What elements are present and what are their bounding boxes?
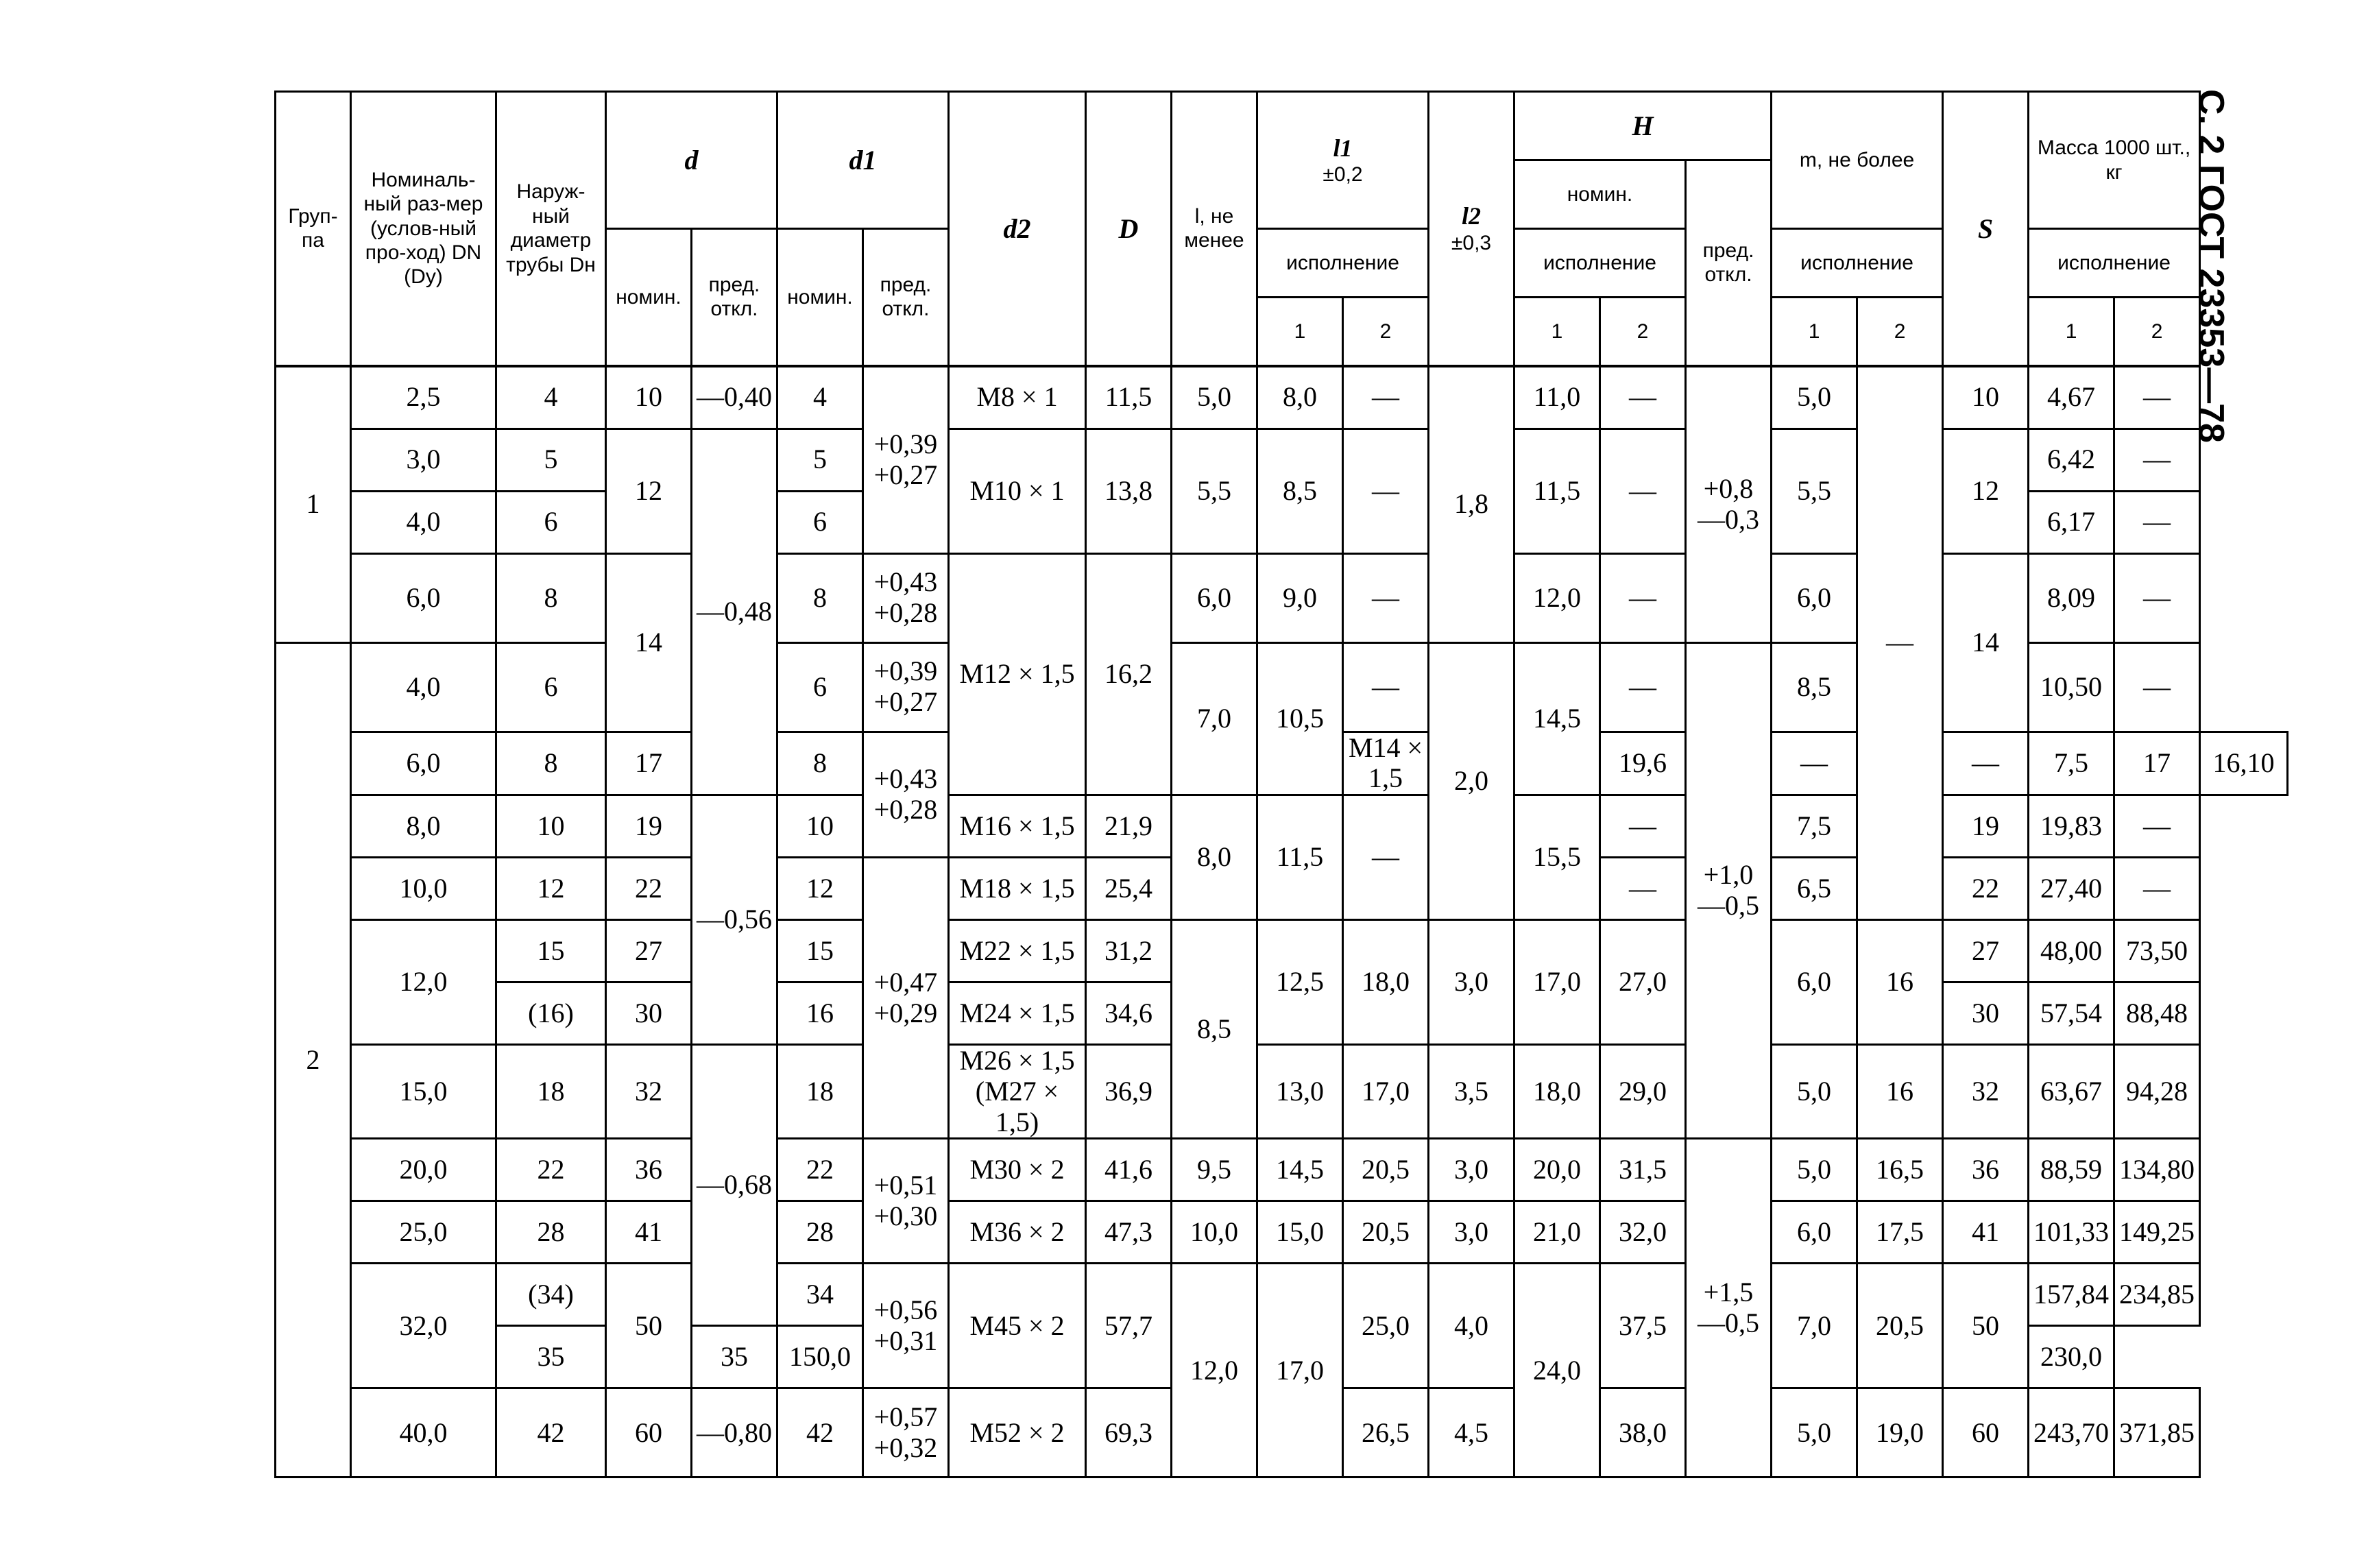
table-cell: M8 × 1 [949,366,1086,429]
table-cell: 34 [777,1264,863,1326]
table-cell: 8,0 [1172,795,1257,920]
table-cell: 12,0 [1514,553,1600,642]
header-outer-diameter: Наруж-ный диаметр трубы Dн [496,92,606,366]
table-cell: — [1600,858,1686,920]
table-cell: 4,5 [1429,1388,1514,1477]
table-cell: 38,0 [1600,1388,1686,1477]
table-cell: 3,0 [351,429,496,491]
table-cell: M16 × 1,5 [949,795,1086,858]
table-cell: +0,43 +0,28 [863,553,949,642]
header-l1-symbol: l1 [1333,134,1353,162]
table-cell: 5,0 [1772,1045,1857,1139]
header-l1-tol: ±0,2 [1323,163,1363,186]
table-cell: +0,57 +0,32 [863,1388,949,1477]
table-cell: — [1600,642,1686,732]
table-cell: — [2114,553,2200,642]
table-cell: 20,0 [351,1139,496,1201]
table-cell: 42 [777,1388,863,1477]
header-d-nominal: номин. [606,229,692,366]
table-cell: M14 × 1,5 [1343,732,1429,795]
table-cell: 4 [496,366,606,429]
header-D: D [1086,92,1172,366]
table-cell: 35 [496,1326,606,1388]
table-cell: 41 [1943,1201,2029,1264]
table-cell: 25,4 [1086,858,1172,920]
header-H-tol: пред. откл. [1686,160,1772,366]
header-l-min: l, не менее [1172,92,1257,366]
header-m-exec-2: 2 [1857,298,1943,366]
table-cell: M45 × 2 [949,1264,1086,1388]
table-cell: — [1600,795,1686,858]
table-cell: 10 [777,795,863,858]
table-cell: M10 × 1 [949,429,1086,553]
table-cell: 36,9 [1086,1045,1172,1139]
table-cell: — [1600,553,1686,642]
table-cell: 12 [777,858,863,920]
table-cell: 60 [606,1388,692,1477]
table-cell: 20,5 [1857,1264,1943,1388]
header-m-exec-1: 1 [1772,298,1857,366]
header-l1-exec-2: 2 [1343,298,1429,366]
table-cell: 22 [496,1139,606,1201]
table-cell: 6 [496,491,606,553]
table-cell: 3,0 [1429,1201,1514,1264]
table-cell: 6,0 [1772,1201,1857,1264]
header-H: H [1514,92,1772,160]
table-cell: 10,50 [2029,642,2114,732]
table-cell: — [2114,858,2200,920]
table-cell: +0,39 +0,27 [863,366,949,554]
table-cell: 15 [777,920,863,982]
table-cell: 12 [496,858,606,920]
table-cell: 16 [1857,1045,1943,1139]
table-cell: 12,5 [1257,920,1343,1045]
table-cell: 19,0 [1857,1388,1943,1477]
table-cell: — [2114,795,2200,858]
table-cell: 50 [1943,1264,2029,1388]
table-cell: 12,0 [351,920,496,1045]
table-cell: 18 [777,1045,863,1139]
table-cell: — [1343,795,1429,920]
table-cell: 8,0 [351,795,496,858]
table-cell: 7,0 [1772,1264,1857,1388]
table-cell: 5 [777,429,863,491]
table-cell: 15,0 [1257,1201,1343,1264]
header-d2: d2 [949,92,1086,366]
header-mass-execution: исполнение [2029,229,2200,298]
table-cell: 32,0 [1600,1201,1686,1264]
table-cell: 11,5 [1257,795,1343,920]
table-cell: (34) [496,1264,606,1326]
table-cell: 14 [606,553,692,732]
header-H-execution: исполнение [1514,229,1686,298]
table-cell: 8 [496,553,606,642]
table-cell: 12 [1943,429,2029,553]
table-cell: 5,0 [1172,366,1257,429]
table-cell: 20,5 [1343,1201,1429,1264]
table-cell: 4,0 [351,642,496,732]
table-cell: +0,47 +0,29 [863,858,949,1139]
table-cell: 234,85 [2114,1264,2200,1326]
table-cell: 27 [606,920,692,982]
header-H-nominal: номин. [1514,160,1686,229]
table-cell: — [1343,642,1429,732]
table-cell: 26,5 [1343,1388,1429,1477]
table-cell: — [1857,366,1943,920]
table-cell: 1,8 [1429,366,1514,643]
table-cell: 31,5 [1600,1139,1686,1201]
table-cell: 32 [1943,1045,2029,1139]
table-cell: —0,80 [692,1388,777,1477]
table-cell: M24 × 1,5 [949,982,1086,1045]
table-cell: 17,0 [1257,1264,1343,1477]
table-cell: 11,5 [1086,366,1172,429]
table-cell: — [2114,642,2200,732]
table-cell: 10,5 [1257,642,1343,795]
table-cell: 11,0 [1514,366,1600,429]
table-cell: —0,68 [692,1045,777,1326]
table-cell: 8,09 [2029,553,2114,642]
table-cell: 5,5 [1172,429,1257,553]
table-cell: 12,0 [1172,1264,1257,1477]
table-cell: 6,0 [1172,553,1257,642]
page-header-text: С. 2 ГОСТ 23353—78 [2191,89,2231,443]
table-cell: M36 × 2 [949,1201,1086,1264]
table-cell: (16) [496,982,606,1045]
table-cell: — [2114,366,2200,429]
table-cell: 16,10 [2200,732,2288,795]
table-cell: 17,0 [1343,1045,1429,1139]
table-cell: 16 [777,982,863,1045]
table-cell: 6,5 [1772,858,1857,920]
table-cell: 36 [606,1139,692,1201]
table-cell: +0,39 +0,27 [863,642,949,732]
header-mass-exec-2: 2 [2114,298,2200,366]
table-cell: 4,0 [1429,1264,1514,1388]
table-cell: 19 [1943,795,2029,858]
table-cell: 15,5 [1514,795,1600,920]
table-cell: 32 [606,1045,692,1139]
table-cell: — [1343,366,1429,429]
table-cell: — [1343,429,1429,553]
table-cell: 17,0 [1514,920,1600,1045]
header-mass-exec-1: 1 [2029,298,2114,366]
table-cell: 5 [496,429,606,491]
table-cell: 21,0 [1514,1201,1600,1264]
table-cell: 88,48 [2114,982,2200,1045]
table-cell: 8,5 [1257,429,1343,553]
header-nominal-size: Номиналь-ный раз-мер (услов-ный про-ход) DN (Dу) [351,92,496,366]
table-cell: 31,2 [1086,920,1172,982]
table-cell: 7,5 [2029,732,2114,795]
table-cell: 10 [1943,366,2029,429]
table-cell: +0,43 +0,28 [863,732,949,858]
table-cell: 6 [777,491,863,553]
table-cell: 42 [496,1388,606,1477]
table-cell: M30 × 2 [949,1139,1086,1201]
table-cell: 27,40 [2029,858,2114,920]
table-cell: 19 [606,795,692,858]
table-cell: 5,0 [1772,366,1857,429]
table-cell: 4,0 [351,491,496,553]
table-cell: 22 [606,858,692,920]
table-cell: 10 [496,795,606,858]
table-cell: M26 × 1,5 (M27 × 1,5) [949,1045,1086,1139]
table-cell: — [1772,732,1857,795]
table-cell: 4 [777,366,863,429]
table-cell: 3,0 [1429,1139,1514,1201]
header-l2-tol: ±0,3 [1451,231,1492,254]
group-cell: 2 [276,642,351,1477]
table-cell: 19,83 [2029,795,2114,858]
table-cell: 6,0 [1772,920,1857,1045]
table-cell: 17,5 [1857,1201,1943,1264]
table-cell: 2,5 [351,366,496,429]
table-cell: — [2114,491,2200,553]
table-cell: M52 × 2 [949,1388,1086,1477]
header-l1-execution: исполнение [1257,229,1429,298]
table-cell: 48,00 [2029,920,2114,982]
table-cell: 30 [1943,982,2029,1045]
table-cell: 134,80 [2114,1139,2200,1201]
table-cell: 69,3 [1086,1388,1172,1477]
table-cell: 14,5 [1257,1139,1343,1201]
table-cell: 16,2 [1086,553,1172,795]
table-cell: 27,0 [1600,920,1686,1045]
table-cell: 8 [777,553,863,642]
table-cell: 8,0 [1257,366,1343,429]
table-cell: +0,51 +0,30 [863,1139,949,1264]
header-d-tol: пред. откл. [692,229,777,366]
table-cell: 47,3 [1086,1201,1172,1264]
table-cell: 6,42 [2029,429,2114,491]
table-cell: 14 [1943,553,2029,732]
header-d: d [606,92,777,229]
table-cell: M12 × 1,5 [949,553,1086,795]
table-cell: 22 [1943,858,2029,920]
table-cell: 25,0 [351,1201,496,1264]
table-cell: 149,25 [2114,1201,2200,1264]
table-cell: 63,67 [2029,1045,2114,1139]
table-cell: 37,5 [1600,1264,1686,1388]
table-cell: 4,67 [2029,366,2114,429]
table-cell: +0,56 +0,31 [863,1264,949,1388]
table-cell: 88,59 [2029,1139,2114,1201]
table-cell: 12 [606,429,692,553]
table-cell: 30 [606,982,692,1045]
table-cell: 17 [2114,732,2200,795]
table-cell: 6,17 [2029,491,2114,553]
header-S: S [1943,92,2029,366]
header-H-exec-1: 1 [1514,298,1600,366]
table-cell: +1,5 —0,5 [1686,1139,1772,1477]
table-cell: 5,5 [1772,429,1857,553]
table-cell: 3,0 [1429,920,1514,1045]
table-cell: 36 [1943,1139,2029,1201]
table-cell: 18,0 [1514,1045,1600,1139]
table-cell: 13,8 [1086,429,1172,553]
table-cell: 6,0 [351,553,496,642]
table-cell: 8 [777,732,863,795]
table-cell: 22 [777,1139,863,1201]
table-cell: 371,85 [2114,1388,2200,1477]
table-cell: 7,5 [1772,795,1857,858]
header-l1 [1257,92,1429,229]
table-cell: —0,40 [692,366,777,429]
table-cell: 20,0 [1514,1139,1600,1201]
header-group: Груп-па [276,92,351,366]
table-cell: 20,5 [1343,1139,1429,1201]
table-cell: 73,50 [2114,920,2200,982]
table-cell: 101,33 [2029,1201,2114,1264]
table-cell: 5,0 [1772,1388,1857,1477]
table-cell: 6 [496,642,606,732]
table-cell: 28 [777,1201,863,1264]
table-cell: 57,54 [2029,982,2114,1045]
table-cell: 24,0 [1514,1264,1600,1477]
table-cell: 34,6 [1086,982,1172,1045]
table-cell: 19,6 [1600,732,1686,795]
table-cell: 6,0 [1772,553,1857,642]
table-cell: 17 [606,732,692,795]
header-H-exec-2: 2 [1600,298,1686,366]
table-cell: 27 [1943,920,2029,982]
table-cell: —0,56 [692,795,777,1045]
table-cell: 25,0 [1343,1264,1429,1388]
table-cell: 10 [606,366,692,429]
table-cell: 29,0 [1600,1045,1686,1139]
table-cell: 50 [606,1264,692,1388]
table-cell: +1,0 —0,5 [1686,642,1772,1139]
table-cell: 16 [1857,920,1943,1045]
table-cell: 2,0 [1429,642,1514,920]
table-cell: 41,6 [1086,1139,1172,1201]
table-cell: — [1343,553,1429,642]
table-cell: 41 [606,1201,692,1264]
table-cell: M22 × 1,5 [949,920,1086,982]
table-cell: 21,9 [1086,795,1172,858]
table-cell: — [2114,429,2200,491]
table-cell: 11,5 [1514,429,1600,553]
table-cell: 6 [777,642,863,732]
table-cell: 60 [1943,1388,2029,1477]
table-cell: 15 [496,920,606,982]
header-l1-exec-1: 1 [1257,298,1343,366]
table-cell: 32,0 [351,1264,496,1388]
table-cell: 57,7 [1086,1264,1172,1388]
table-cell: 35 [692,1326,777,1388]
table-cell: 8,5 [1172,920,1257,1139]
table-cell: 9,0 [1257,553,1343,642]
header-l2-symbol: l2 [1462,202,1482,230]
table-cell: 18 [496,1045,606,1139]
header-l2 [1429,92,1514,366]
table-cell: 10,0 [1172,1201,1257,1264]
table-cell: 28 [496,1201,606,1264]
table-cell: 7,0 [1172,642,1257,795]
table-cell: 243,70 [2029,1388,2114,1477]
table-cell: 13,0 [1257,1045,1343,1139]
group-cell: 1 [276,366,351,643]
table-cell: 14,5 [1514,642,1600,795]
table-cell: 94,28 [2114,1045,2200,1139]
table-cell: — [1600,366,1686,429]
table-cell: 150,0 [777,1326,863,1388]
header-d1: d1 [777,92,949,229]
table-cell: 18,0 [1343,920,1429,1045]
dimensions-table [274,91,2289,1478]
table-cell: 8 [496,732,606,795]
table-cell: 10,0 [351,858,496,920]
table-cell: 5,0 [1772,1139,1857,1201]
header-d1-nominal: номин. [777,229,863,366]
table-cell: 157,84 [2029,1264,2114,1326]
table-cell: 8,5 [1772,642,1857,732]
table-cell: — [1943,732,2029,795]
table-cell: 40,0 [351,1388,496,1477]
table-cell: 6,0 [351,732,496,795]
table-cell: 3,5 [1429,1045,1514,1139]
header-m-execution: исполнение [1772,229,1943,298]
header-m: m, не более [1772,92,1943,229]
table-cell: +0,8 —0,3 [1686,366,1772,643]
table-cell: 230,0 [2029,1326,2114,1388]
header-mass: Масса 1000 шт., кг [2029,92,2200,229]
table-cell: M18 × 1,5 [949,858,1086,920]
table-cell: 15,0 [351,1045,496,1139]
table-cell: —0,48 [692,429,777,795]
header-d1-tol: пред. откл. [863,229,949,366]
table-cell: — [1600,429,1686,553]
table-cell: 16,5 [1857,1139,1943,1201]
table-cell: 9,5 [1172,1139,1257,1201]
